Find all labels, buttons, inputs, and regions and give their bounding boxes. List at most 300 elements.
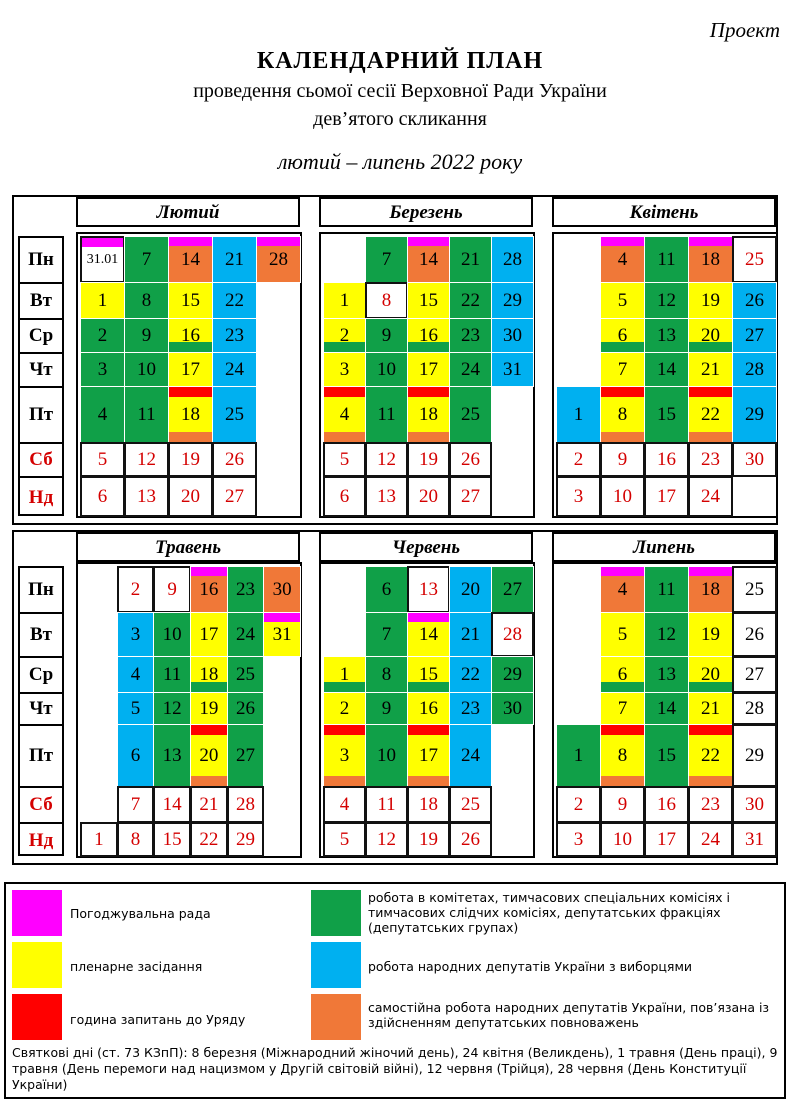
day-cell[interactable] (688, 786, 733, 823)
day-cell[interactable] (556, 442, 601, 477)
day-cell[interactable] (190, 822, 228, 857)
day-cell[interactable] (168, 386, 213, 443)
day-number: 31 (745, 828, 764, 850)
day-cell[interactable] (323, 692, 366, 725)
day-cell[interactable] (117, 786, 155, 823)
day-number: 7 (381, 248, 392, 270)
day-cell[interactable] (80, 282, 125, 319)
day-cell[interactable] (117, 724, 155, 787)
day-cell[interactable] (688, 236, 733, 283)
day-cell[interactable] (365, 786, 408, 823)
day-cell[interactable] (688, 352, 733, 387)
day-number: 25 (225, 403, 244, 425)
day-cell[interactable] (80, 476, 125, 517)
day-cell[interactable] (644, 724, 689, 787)
stripe-orange (408, 776, 449, 786)
day-cell[interactable] (365, 724, 408, 787)
day-number: 19 (701, 623, 720, 645)
stripe-orange (601, 432, 644, 442)
day-cell[interactable] (407, 656, 450, 693)
day-cell[interactable] (124, 236, 169, 283)
day-cell[interactable] (407, 724, 450, 787)
day-cell[interactable] (365, 442, 408, 477)
day-number: 10 (613, 485, 632, 507)
stripe-red (601, 387, 644, 397)
month-header-5: Липень (552, 532, 776, 562)
day-number: 28 (503, 248, 522, 270)
day-cell[interactable] (449, 612, 492, 657)
day-cell[interactable] (600, 786, 645, 823)
day-cell[interactable] (80, 442, 125, 477)
day-cell[interactable] (190, 786, 228, 823)
day-cell[interactable] (365, 236, 408, 283)
day-number: 2 (339, 697, 350, 719)
day-cell[interactable] (323, 442, 366, 477)
day-cell[interactable] (323, 282, 366, 319)
day-number: 20 (181, 485, 200, 507)
day-number: 9 (381, 697, 392, 719)
day-cell[interactable] (168, 236, 213, 283)
day-cell[interactable] (323, 386, 366, 443)
day-cell[interactable] (600, 442, 645, 477)
day-cell[interactable] (449, 282, 492, 319)
day-cell[interactable] (80, 318, 125, 353)
day-cell[interactable] (80, 822, 118, 857)
day-cell[interactable] (117, 822, 155, 857)
day-cell[interactable] (124, 282, 169, 319)
day-cell[interactable] (449, 822, 492, 857)
day-number: 24 (461, 744, 480, 766)
day-number: 24 (701, 485, 720, 507)
day-cell[interactable] (263, 612, 301, 657)
day-cell[interactable] (168, 476, 213, 517)
day-cell[interactable] (600, 476, 645, 517)
day-label: Вт (20, 614, 62, 658)
day-cell[interactable] (491, 566, 534, 613)
day-cell[interactable] (644, 656, 689, 693)
day-cell[interactable] (365, 822, 408, 857)
day-cell[interactable] (600, 236, 645, 283)
day-cell[interactable] (153, 822, 191, 857)
day-cell[interactable] (644, 442, 689, 477)
day-cell[interactable] (124, 442, 169, 477)
day-cell[interactable] (732, 724, 777, 787)
day-number: 9 (617, 448, 628, 470)
day-cell[interactable] (600, 612, 645, 657)
day-cell[interactable] (491, 612, 534, 657)
legend-swatch-green (311, 890, 361, 936)
day-cell[interactable] (365, 692, 408, 725)
day-cell[interactable] (190, 656, 228, 693)
day-cell[interactable] (80, 236, 125, 283)
day-cell[interactable] (732, 282, 777, 319)
day-cell[interactable] (365, 656, 408, 693)
day-cell[interactable] (212, 318, 257, 353)
day-label: Пн (20, 238, 62, 284)
day-cell[interactable] (124, 318, 169, 353)
day-number: 19 (701, 289, 720, 311)
day-cell[interactable] (449, 724, 492, 787)
day-number: 23 (225, 324, 244, 346)
legend-label-yellow: пленарне засідання (70, 959, 203, 974)
day-number: 14 (419, 623, 438, 645)
day-cell[interactable] (212, 282, 257, 319)
day-cell[interactable] (227, 786, 265, 823)
day-cell[interactable] (323, 656, 366, 693)
day-cell[interactable] (600, 692, 645, 725)
day-cell[interactable] (153, 692, 191, 725)
day-cell[interactable] (323, 476, 366, 517)
day-cell[interactable] (449, 352, 492, 387)
legend-swatch-blue (311, 942, 361, 988)
day-cell[interactable] (644, 318, 689, 353)
day-cell[interactable] (124, 386, 169, 443)
day-number: 10 (377, 744, 396, 766)
day-number: 26 (461, 448, 480, 470)
day-cell[interactable] (449, 386, 492, 443)
day-number: 9 (167, 578, 177, 600)
day-cell[interactable] (212, 476, 257, 517)
day-number: 30 (503, 697, 522, 719)
day-cell[interactable] (688, 566, 733, 613)
day-number: 2 (573, 793, 584, 815)
day-cell[interactable] (190, 692, 228, 725)
day-cell[interactable] (365, 318, 408, 353)
day-cell[interactable] (688, 692, 733, 725)
legend-label-pink: Погоджувальна рада (70, 906, 211, 921)
day-number: 31.01 (86, 251, 119, 267)
month-header-3: Травень (76, 532, 300, 562)
day-number: 8 (130, 828, 141, 850)
day-cell[interactable] (449, 656, 492, 693)
day-cell[interactable] (600, 282, 645, 319)
day-number: 4 (97, 403, 108, 425)
day-cell[interactable] (227, 612, 265, 657)
day-label: Чт (20, 354, 62, 388)
day-cell[interactable] (212, 386, 257, 443)
day-cell[interactable] (491, 692, 534, 725)
day-cell[interactable] (227, 656, 265, 693)
day-number: 20 (701, 663, 720, 685)
legend-swatch-pink (12, 890, 62, 936)
day-cell[interactable] (365, 566, 408, 613)
stripe-red (191, 725, 227, 735)
day-number: 21 (225, 248, 244, 270)
day-cell[interactable] (644, 786, 689, 823)
day-cell[interactable] (227, 822, 265, 857)
day-cell[interactable] (407, 612, 450, 657)
legend-label-orange: самостійна робота народних депутатів України, пов’язана із здійсненням депутатських повноважень (368, 1000, 770, 1030)
day-cell[interactable] (556, 786, 601, 823)
day-cell[interactable] (117, 612, 155, 657)
day-cell[interactable] (600, 352, 645, 387)
day-cell[interactable] (117, 692, 155, 725)
day-number: 1 (573, 403, 584, 425)
day-cell[interactable] (644, 236, 689, 283)
day-cell[interactable] (732, 822, 777, 857)
day-cell[interactable] (644, 566, 689, 613)
legend (4, 882, 786, 1099)
legend-swatch-orange (311, 994, 361, 1040)
day-number: 26 (225, 448, 244, 470)
day-cell[interactable] (407, 282, 450, 319)
day-cell[interactable] (168, 352, 213, 387)
draft-label: Проект (709, 18, 780, 42)
day-number: 26 (461, 828, 480, 850)
day-cell[interactable] (688, 476, 733, 517)
day-cell[interactable] (732, 656, 777, 693)
day-number: 22 (199, 828, 219, 850)
day-number: 24 (225, 358, 244, 380)
stripe-orange (169, 432, 212, 442)
day-cell[interactable] (323, 318, 366, 353)
day-cell[interactable] (212, 442, 257, 477)
day-label: Нд (28, 487, 54, 508)
day-cell[interactable] (732, 566, 777, 613)
day-cell[interactable] (407, 566, 450, 613)
day-cell[interactable] (117, 656, 155, 693)
stripe-orange (601, 776, 644, 786)
day-cell[interactable] (449, 476, 492, 517)
day-number: 3 (339, 358, 350, 380)
day-number: 22 (225, 289, 244, 311)
day-cell[interactable] (688, 822, 733, 857)
legend-swatch-yellow (12, 942, 62, 988)
day-cell[interactable] (644, 352, 689, 387)
day-cell[interactable] (153, 656, 191, 693)
stripe-pink (689, 567, 732, 576)
day-number: 1 (573, 744, 584, 766)
day-cell[interactable] (449, 442, 492, 477)
day-label: Сб (20, 788, 62, 824)
day-number: 12 (137, 448, 156, 470)
day-cell[interactable] (168, 282, 213, 319)
day-cell[interactable] (732, 692, 777, 725)
day-cell[interactable] (732, 318, 777, 353)
day-cell[interactable] (227, 692, 265, 725)
day-cell[interactable] (80, 352, 125, 387)
month-header-1: Березень (319, 197, 533, 227)
day-cell[interactable] (732, 352, 777, 387)
stripe-pink (408, 237, 449, 246)
day-number: 29 (745, 744, 764, 766)
day-number: 11 (377, 403, 396, 425)
day-cell[interactable] (153, 724, 191, 787)
day-number: 2 (339, 324, 350, 346)
day-cell[interactable] (449, 318, 492, 353)
day-cell[interactable] (732, 236, 777, 283)
day-cell[interactable] (556, 724, 601, 787)
day-number: 8 (381, 289, 392, 311)
day-number: 17 (181, 358, 200, 380)
day-number: 28 (235, 793, 255, 815)
day-cell[interactable] (323, 352, 366, 387)
day-number: 10 (377, 358, 396, 380)
day-number: 25 (235, 663, 255, 685)
day-cell[interactable] (168, 442, 213, 477)
day-number: 15 (162, 828, 182, 850)
day-cell[interactable] (212, 352, 257, 387)
day-cell[interactable] (644, 822, 689, 857)
day-labels-3 (18, 566, 64, 856)
day-cell[interactable] (644, 612, 689, 657)
day-number: 12 (657, 623, 676, 645)
day-number: 10 (162, 623, 182, 645)
day-cell[interactable] (688, 656, 733, 693)
day-cell[interactable] (556, 386, 601, 443)
day-number: 5 (617, 623, 628, 645)
day-number: 18 (701, 248, 720, 270)
day-cell[interactable] (600, 566, 645, 613)
day-cell[interactable] (124, 476, 169, 517)
day-cell[interactable] (732, 786, 777, 823)
day-cell[interactable] (190, 612, 228, 657)
day-number: 6 (617, 663, 628, 685)
day-cell[interactable] (323, 724, 366, 787)
day-number: 27 (745, 663, 764, 685)
day-number: 31 (272, 623, 292, 645)
day-number: 2 (573, 448, 584, 470)
day-cell[interactable] (407, 476, 450, 517)
day-cell[interactable] (190, 566, 228, 613)
day-cell[interactable] (644, 386, 689, 443)
day-label: Вт (20, 284, 62, 320)
day-number: 9 (141, 324, 152, 346)
subtitle-line-2: дев’ятого скликання (313, 108, 487, 130)
day-number: 21 (701, 358, 720, 380)
day-cell[interactable] (117, 566, 155, 613)
day-cell[interactable] (688, 612, 733, 657)
day-cell[interactable] (688, 386, 733, 443)
stripe-red (324, 725, 365, 735)
day-cell[interactable] (491, 282, 534, 319)
day-cell[interactable] (227, 566, 265, 613)
day-number: 13 (162, 744, 182, 766)
day-cell[interactable] (491, 352, 534, 387)
day-number: 29 (503, 289, 522, 311)
day-label: Ср (20, 320, 62, 354)
day-number: 4 (339, 403, 350, 425)
day-number: 15 (419, 289, 438, 311)
day-cell[interactable] (365, 352, 408, 387)
day-number: 21 (701, 697, 720, 719)
day-cell[interactable] (600, 656, 645, 693)
day-cell[interactable] (600, 318, 645, 353)
day-cell[interactable] (491, 318, 534, 353)
day-cell[interactable] (227, 724, 265, 787)
month-header-0: Лютий (76, 197, 300, 227)
day-cell[interactable] (407, 692, 450, 725)
day-number: 25 (461, 793, 480, 815)
day-cell[interactable] (407, 318, 450, 353)
day-cell[interactable] (256, 236, 301, 283)
day-cell[interactable] (407, 352, 450, 387)
day-label: Пт (20, 726, 62, 788)
day-cell[interactable] (365, 386, 408, 443)
day-cell[interactable] (449, 786, 492, 823)
day-cell[interactable] (153, 566, 191, 613)
day-cell[interactable] (600, 822, 645, 857)
day-cell[interactable] (732, 442, 777, 477)
day-number: 20 (419, 485, 438, 507)
day-cell[interactable] (407, 442, 450, 477)
stripe-pink (257, 237, 300, 246)
stripe-pink (82, 238, 123, 247)
day-number: 7 (617, 697, 628, 719)
day-cell[interactable] (323, 786, 366, 823)
day-number: 13 (419, 578, 438, 600)
day-cell[interactable] (365, 476, 408, 517)
day-cell[interactable] (491, 236, 534, 283)
day-cell[interactable] (449, 236, 492, 283)
day-cell[interactable] (407, 786, 450, 823)
day-cell[interactable] (644, 476, 689, 517)
legend-label-blue: робота народних депутатів України з виборцями (368, 959, 693, 974)
day-cell[interactable] (732, 612, 777, 657)
day-cell[interactable] (688, 724, 733, 787)
day-cell[interactable] (449, 692, 492, 725)
day-number: 27 (461, 485, 480, 507)
day-cell[interactable] (212, 236, 257, 283)
day-number: 16 (181, 324, 200, 346)
day-cell[interactable] (323, 822, 366, 857)
day-number: 3 (339, 744, 350, 766)
day-number: 9 (381, 324, 392, 346)
day-number: 16 (419, 697, 438, 719)
day-cell[interactable] (365, 282, 408, 319)
day-number: 6 (617, 324, 628, 346)
day-number: 23 (235, 578, 255, 600)
day-cell[interactable] (600, 724, 645, 787)
day-number: 1 (339, 289, 350, 311)
day-number: 1 (94, 828, 104, 850)
day-number: 11 (657, 248, 676, 270)
day-cell[interactable] (688, 318, 733, 353)
day-cell[interactable] (449, 566, 492, 613)
day-cell[interactable] (263, 566, 301, 613)
day-labels-0 (18, 236, 64, 516)
day-cell[interactable] (407, 236, 450, 283)
day-cell[interactable] (732, 386, 777, 443)
day-cell[interactable] (190, 724, 228, 787)
day-cell[interactable] (600, 386, 645, 443)
day-cell[interactable] (124, 352, 169, 387)
day-cell[interactable] (80, 386, 125, 443)
day-cell[interactable] (644, 282, 689, 319)
day-cell[interactable] (556, 476, 601, 517)
day-number: 15 (181, 289, 200, 311)
day-cell[interactable] (688, 282, 733, 319)
day-number: 12 (657, 289, 676, 311)
day-cell[interactable] (153, 612, 191, 657)
day-number: 19 (181, 448, 200, 470)
day-number: 25 (745, 248, 764, 270)
day-cell[interactable] (556, 822, 601, 857)
day-cell[interactable] (688, 442, 733, 477)
day-cell[interactable] (491, 656, 534, 693)
day-cell[interactable] (407, 822, 450, 857)
day-number: 26 (745, 289, 764, 311)
day-number: 21 (461, 248, 480, 270)
day-cell[interactable] (168, 318, 213, 353)
day-cell[interactable] (153, 786, 191, 823)
holidays-note: Святкові дні (ст. 73 КЗпП): 8 березня (Міжнародний жіночий день), 24 квітня (Великдень), 1 травня (День праці), 9 травня (День перемоги над нацизмом у Другій світовій війні), 12 червня (Трійця), 28 червня (День Конституції України) (12, 1045, 778, 1092)
day-number: 6 (97, 485, 108, 507)
day-cell[interactable] (365, 612, 408, 657)
day-cell[interactable] (644, 692, 689, 725)
day-cell[interactable] (407, 386, 450, 443)
day-number: 27 (503, 578, 522, 600)
